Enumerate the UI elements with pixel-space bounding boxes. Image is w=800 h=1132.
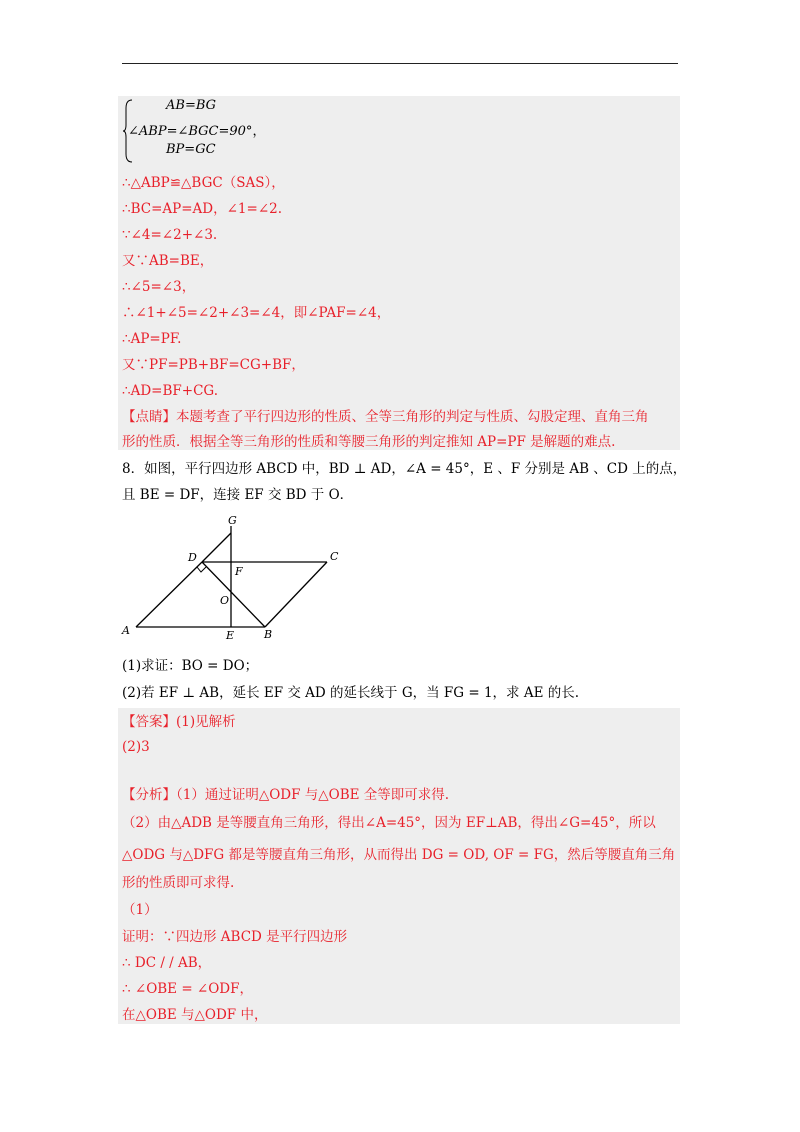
proof-line: ∵∠4=∠2+∠3. <box>122 227 218 243</box>
proof-line: ∴AP=PF. <box>122 331 182 347</box>
answer-line-2: (2)3 <box>122 739 150 755</box>
label-a: A <box>122 624 130 637</box>
answer-line-1: 【答案】(1)见解析 <box>122 714 236 730</box>
analysis-line-3: △ODG 与△DFG 都是等腰直角三角形，从而得出 DG = OD, OF = FG，然后等腰直角三角 <box>122 847 676 863</box>
analysis-line-1: 【分析】（1）通过证明△ODF 与△OBE 全等即可求得. <box>122 787 450 803</box>
right-angle-mark <box>197 567 206 572</box>
equation-system <box>122 98 282 164</box>
system-row-3: BP=GC <box>166 142 216 157</box>
label-b: B <box>264 628 273 641</box>
analysis-line-4: 形的性质即可求得. <box>122 875 235 891</box>
label-f: F <box>235 565 243 578</box>
solution-block-bottom <box>118 708 680 1024</box>
system-row-1: AB=BG <box>166 98 217 113</box>
segment-bd <box>202 562 265 627</box>
proof-line: ∴△ABP≌△BGC（SAS）， <box>122 175 285 191</box>
comment-line-1: 【点睛】本题考查了平行四边形的性质、全等三角形的判定与性质、勾股定理、直角三角 <box>122 409 649 425</box>
header-rule <box>122 63 678 64</box>
label-c: C <box>330 550 339 563</box>
proof-line: 又∵PF=PB+BF=CG+BF， <box>122 357 305 373</box>
proof-line: ∴∠1+∠5=∠2+∠3=∠4，即∠PAF=∠4， <box>122 305 391 321</box>
analysis-line-9: 在△OBE 与△ODF 中， <box>122 1007 268 1023</box>
analysis-line-7: ∴ DC / / AB， <box>122 955 212 971</box>
question-part-2: (2)若 EF ⊥ AB，延长 EF 交 AD 的延长线于 G，当 FG = 1，求 AE 的长. <box>122 685 580 701</box>
analysis-line-6: 证明：∵四边形 ABCD 是平行四边形 <box>122 929 348 945</box>
segment-bc <box>265 562 327 627</box>
label-o: O <box>220 594 230 607</box>
question-part-1: (1)求证：BO = DO； <box>122 658 259 674</box>
system-row-2: ∠ABP=∠BGC=90°， <box>128 124 266 139</box>
question-line-2: 且 BE = DF，连接 EF 交 BD 于 O． <box>122 487 354 503</box>
proof-line: 又∵AB=BE， <box>122 253 214 269</box>
proof-line: ∴∠5=∠3， <box>122 279 196 295</box>
question-line-1: 8．如图，平行四边形 ABCD 中，BD ⊥ AD，∠A = 45°，E 、F 分别是 AB 、CD 上的点， <box>122 461 687 477</box>
proof-line: ∴BC=AP=AD，∠1=∠2. <box>122 201 283 217</box>
analysis-line-2: （2）由△ADB 是等腰直角三角形，得出∠A=45°，因为 EF⊥AB，得出∠G=45°，所以 <box>122 815 656 831</box>
segment-ad <box>136 562 202 627</box>
geometry-figure <box>118 512 348 642</box>
label-e: E <box>226 629 235 642</box>
proof-line: ∴AD=BF+CG. <box>122 383 218 399</box>
analysis-line-8: ∴ ∠OBE = ∠ODF， <box>122 981 253 997</box>
label-d: D <box>188 551 197 564</box>
analysis-line-5: （1） <box>122 902 158 918</box>
label-g: G <box>228 514 237 527</box>
comment-line-2: 形的性质．根据全等三角形的性质和等腰三角形的判定推知 AP=PF 是解题的难点. <box>122 434 616 450</box>
segment-dg <box>202 533 231 562</box>
